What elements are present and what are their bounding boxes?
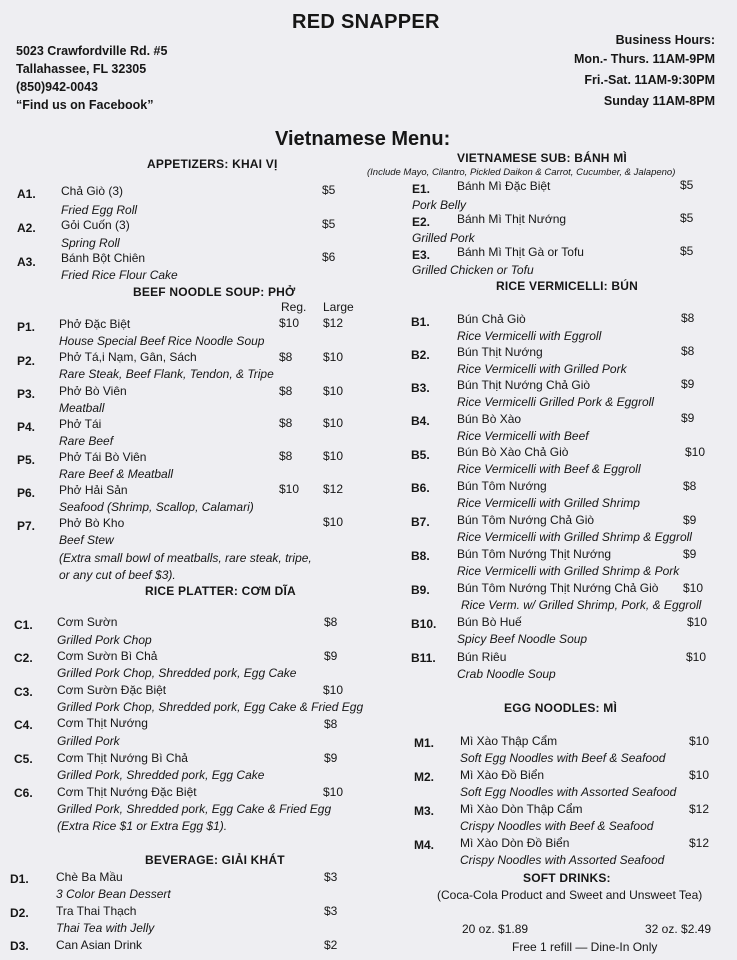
item-price: $10 — [323, 683, 344, 697]
section-title-egg-noodles: EGG NOODLES: MÌ — [504, 701, 618, 715]
item-desc: Rice Vermicelli with Grilled Shrimp & Eggroll — [457, 530, 692, 544]
item-code: E3. — [412, 248, 431, 262]
section-title-appetizers: APPETIZERS: KHAI VỊ — [147, 157, 278, 171]
item-price: $2 — [324, 938, 338, 952]
item-code: A2. — [17, 221, 36, 235]
item-code: P2. — [17, 354, 36, 368]
item-price-large: $10 — [323, 416, 344, 430]
item-desc: Rice Verm. w/ Grilled Shrimp, Pork, & Eggroll — [461, 598, 702, 612]
item-desc: Grilled Pork — [412, 231, 475, 245]
item-price: $8 — [324, 717, 338, 731]
item-price-reg: $8 — [279, 416, 293, 430]
item-name: Bún Riêu — [457, 650, 507, 664]
refill-note: Free 1 refill — Dine-In Only — [512, 940, 658, 954]
item-name: Bún Bò Xào — [457, 412, 522, 426]
item-price-large: $12 — [323, 482, 344, 496]
hours-line: Sunday 11AM-8PM — [603, 94, 715, 108]
item-name: Phở Bò Kho — [59, 516, 125, 530]
item-code: B3. — [411, 381, 430, 395]
item-code: E1. — [412, 182, 431, 196]
business-hours — [574, 32, 715, 112]
item-name: Cơm Thịt Nướng — [57, 716, 148, 730]
hours-line: Mon.- Thurs. 11AM-9PM — [574, 52, 715, 66]
item-name: Chè Ba Mầu — [56, 870, 123, 884]
item-code: M4. — [414, 838, 435, 852]
item-desc: Rice Vermicelli with Eggroll — [457, 329, 602, 343]
item-price: $9 — [324, 649, 338, 663]
item-desc: Seafood (Shrimp, Scallop, Calamari) — [59, 500, 254, 514]
item-code: M2. — [414, 770, 435, 784]
address-block — [16, 42, 167, 114]
item-code: B8. — [411, 549, 430, 563]
item-name: Bún Tôm Nướng Thịt Nướng — [457, 547, 612, 561]
item-price: $10 — [685, 445, 706, 459]
item-price: $10 — [686, 650, 707, 664]
item-desc: Thai Tea with Jelly — [56, 921, 155, 935]
item-code: P7. — [17, 519, 36, 533]
item-desc: Rice Vermicelli with Grilled Shrimp & Pork — [457, 564, 680, 578]
item-price: $3 — [324, 904, 338, 918]
item-code: D1. — [10, 872, 29, 886]
section-title-pho: BEEF NOODLE SOUP: PHỞ — [133, 285, 296, 299]
item-price: $6 — [322, 250, 336, 264]
column-header-reg: Reg. — [281, 300, 307, 314]
item-desc: Soft Egg Noodles with Assorted Seafood — [460, 785, 677, 799]
hours-title: Business Hours: — [615, 33, 715, 47]
item-price: $9 — [683, 513, 697, 527]
item-code: B10. — [411, 617, 437, 631]
item-code: C5. — [14, 752, 33, 766]
item-price: $9 — [683, 547, 697, 561]
item-desc: Crispy Noodles with Assorted Seafood — [460, 853, 665, 867]
address-line: Tallahassee, FL 32305 — [16, 62, 147, 76]
item-price: $9 — [324, 751, 338, 765]
item-name: Cơm Thịt Nướng Bì Chả — [57, 751, 188, 765]
item-price: $5 — [322, 183, 336, 197]
extra-line: (Extra small bowl of meatballs, rare steak, tripe, — [59, 551, 312, 565]
item-name: Chả Giò (3) — [61, 184, 124, 198]
item-code: B7. — [411, 515, 430, 529]
item-desc: Rice Vermicelli with Grilled Pork — [457, 362, 627, 376]
soft-drink-size-20oz: 20 oz. $1.89 — [462, 922, 529, 936]
column-header-large: Large — [323, 300, 354, 314]
section-title-bun: RICE VERMICELLI: BÚN — [496, 279, 638, 293]
item-name: Bún Thịt Nướng Chả Giò — [457, 378, 591, 392]
item-desc: Beef Stew — [59, 533, 114, 547]
item-name: Mì Xào Dòn Thập Cẩm — [460, 802, 583, 816]
item-code: C4. — [14, 718, 33, 732]
item-price: $5 — [680, 178, 694, 192]
item-code: B4. — [411, 414, 430, 428]
item-desc: Grilled Pork Chop, Shredded pork, Egg Cake & Fried Egg — [57, 700, 364, 714]
item-name: Mì Xào Thập Cẩm — [460, 734, 558, 748]
item-price: $8 — [681, 344, 695, 358]
item-name: Cơm Sườn Đặc Biệt — [57, 683, 167, 697]
item-name: Bún Thịt Nướng — [457, 345, 543, 359]
item-desc: Rice Vermicelli with Grilled Shrimp — [457, 496, 640, 510]
item-price-reg: $10 — [279, 482, 300, 496]
item-price-large: $10 — [323, 515, 344, 529]
item-desc: Fried Rice Flour Cake — [61, 268, 178, 282]
item-price: $5 — [322, 217, 336, 231]
item-code: B9. — [411, 583, 430, 597]
section-title-rice: RICE PLATTER: CƠM DĨA — [145, 584, 296, 598]
item-desc: Soft Egg Noodles with Beef & Seafood — [460, 751, 666, 765]
item-price-reg: $8 — [279, 449, 293, 463]
item-desc: 3 Color Bean Dessert — [56, 887, 171, 901]
item-name: Bún Tôm Nướng Thịt Nướng Chả Giò — [457, 581, 659, 595]
item-price: $12 — [689, 836, 710, 850]
item-code: B11. — [411, 651, 436, 665]
item-desc: Rice Vermicelli Grilled Pork & Eggroll — [457, 395, 654, 409]
item-code: B1. — [411, 315, 430, 329]
item-code: P1. — [17, 320, 36, 334]
item-desc: Pork Belly — [412, 198, 467, 212]
item-price-reg: $10 — [279, 316, 300, 330]
section-title-beverage: BEVERAGE: GIẢI KHÁT — [145, 853, 285, 867]
item-desc: Grilled Pork, Shredded pork, Egg Cake & Fried Egg — [57, 802, 332, 816]
item-code: B6. — [411, 481, 430, 495]
item-code: P3. — [17, 387, 36, 401]
item-price: $5 — [680, 211, 694, 225]
item-name: Phở Hải Sản — [59, 483, 128, 497]
item-price-large: $10 — [323, 384, 344, 398]
item-price: $10 — [687, 615, 708, 629]
item-name: Bún Bò Huế — [457, 615, 522, 629]
item-price-reg: $8 — [279, 350, 293, 364]
item-price: $10 — [683, 581, 704, 595]
item-code: D3. — [10, 939, 29, 953]
soft-drinks-desc: (Coca-Cola Product and Sweet and Unsweet Tea) — [437, 888, 703, 902]
item-code: C6. — [14, 786, 33, 800]
item-desc: Rare Beef — [59, 434, 114, 448]
item-name: Bánh Mì Thịt Gà or Tofu — [457, 245, 584, 259]
item-name: Bánh Mì Đặc Biệt — [457, 179, 551, 193]
item-desc: Grilled Pork Chop — [57, 633, 152, 647]
item-desc: Crab Noodle Soup — [457, 667, 556, 681]
item-desc: Grilled Pork, Shredded pork, Egg Cake — [57, 768, 265, 782]
item-desc: Grilled Pork Chop, Shredded pork, Egg Cake — [57, 666, 297, 680]
item-desc: Grilled Pork — [57, 734, 120, 748]
item-price: $10 — [689, 768, 710, 782]
item-code: M3. — [414, 804, 435, 818]
item-desc: Meatball — [59, 401, 105, 415]
facebook-note: “Find us on Facebook” — [16, 98, 154, 112]
item-name: Tra Thai Thạch — [56, 904, 137, 918]
item-price: $9 — [681, 377, 695, 391]
item-price-large: $10 — [323, 449, 344, 463]
item-name: Cơm Sườn — [57, 615, 118, 629]
item-code: C3. — [14, 685, 33, 699]
item-name: Mì Xào Dòn Đồ Biển — [460, 836, 570, 850]
item-desc: Fried Egg Roll — [61, 203, 138, 217]
item-name: Bún Tôm Nướng — [457, 479, 547, 493]
restaurant-name: RED SNAPPER — [292, 11, 440, 33]
item-name: Phở Đặc Biệt — [59, 317, 131, 331]
item-code: C2. — [14, 651, 33, 665]
item-code: E2. — [412, 215, 431, 229]
item-code: A3. — [17, 255, 36, 269]
item-name: Phở Tái — [59, 417, 102, 431]
item-desc: Rare Beef & Meatball — [59, 467, 174, 481]
item-code: M1. — [414, 736, 435, 750]
item-price: $3 — [324, 870, 338, 884]
item-price: $10 — [323, 785, 344, 799]
item-code: B5. — [411, 448, 430, 462]
item-desc: Grilled Chicken or Tofu — [412, 263, 534, 277]
item-name: Cơm Thịt Nướng Đặc Biệt — [57, 785, 197, 799]
section-title-soft-drinks: SOFT DRINKS: — [523, 871, 611, 885]
soft-drink-size-32oz: 32 oz. $2.49 — [645, 922, 712, 936]
item-name: Phở Bò Viên — [59, 384, 127, 398]
item-desc: Rice Vermicelli with Beef & Eggroll — [457, 462, 641, 476]
item-name: Bánh Mì Thịt Nướng — [457, 212, 567, 226]
item-name: Bánh Bột Chiên — [61, 251, 146, 265]
section-title-sub: VIETNAMESE SUB: BÁNH MÌ — [457, 151, 627, 165]
item-price-reg: $8 — [279, 384, 293, 398]
item-price-large: $12 — [323, 316, 344, 330]
item-name: Can Asian Drink — [56, 938, 143, 952]
item-code: B2. — [411, 348, 430, 362]
address-line: 5023 Crawfordville Rd. #5 — [16, 44, 168, 58]
item-name: Phở Tá,i Nạm, Gân, Sách — [59, 350, 197, 364]
item-price-large: $10 — [323, 350, 344, 364]
item-desc: House Special Beef Rice Noodle Soup — [59, 334, 265, 348]
item-desc: Spring Roll — [61, 236, 120, 250]
item-name: Mì Xào Đồ Biển — [460, 768, 545, 782]
item-price: $8 — [681, 311, 695, 325]
extra-line: or any cut of beef $3). — [59, 568, 176, 582]
item-price: $8 — [683, 479, 697, 493]
item-desc: Crispy Noodles with Beef & Seafood — [460, 819, 654, 833]
phone-number: (850)942-0043 — [16, 80, 99, 94]
item-code: C1. — [14, 618, 33, 632]
item-code: A1. — [17, 187, 36, 201]
item-price: $9 — [681, 411, 695, 425]
item-desc: Spicy Beef Noodle Soup — [457, 632, 588, 646]
item-name: Cơm Sườn Bì Chả — [57, 649, 158, 663]
item-code: D2. — [10, 906, 29, 920]
item-price: $8 — [324, 615, 338, 629]
pho-extra-note — [59, 550, 312, 584]
rice-extra-note: (Extra Rice $1 or Extra Egg $1). — [57, 819, 228, 833]
hours-line: Fri.-Sat. 11AM-9:30PM — [584, 73, 715, 87]
item-code: P4. — [17, 420, 36, 434]
item-price: $12 — [689, 802, 710, 816]
item-name: Bún Tôm Nướng Chả Giò — [457, 513, 595, 527]
item-name: Phở Tái Bò Viên — [59, 450, 147, 464]
item-price: $5 — [680, 244, 694, 258]
item-code: P5. — [17, 453, 36, 467]
item-name: Gỏi Cuốn (3) — [61, 218, 130, 232]
item-desc: Rice Vermicelli with Beef — [457, 429, 589, 443]
item-name: Bún Bò Xào Chả Giò — [457, 445, 569, 459]
item-price: $10 — [689, 734, 710, 748]
item-desc: Rare Steak, Beef Flank, Tendon, & Tripe — [59, 367, 274, 381]
item-name: Bún Chả Giò — [457, 312, 526, 326]
item-code: P6. — [17, 486, 36, 500]
menu-title: Vietnamese Menu: — [275, 128, 451, 150]
sub-ingredients-note: (Include Mayo, Cilantro, Pickled Daikon & Carrot, Cucumber, & Jalapeno) — [367, 167, 676, 178]
